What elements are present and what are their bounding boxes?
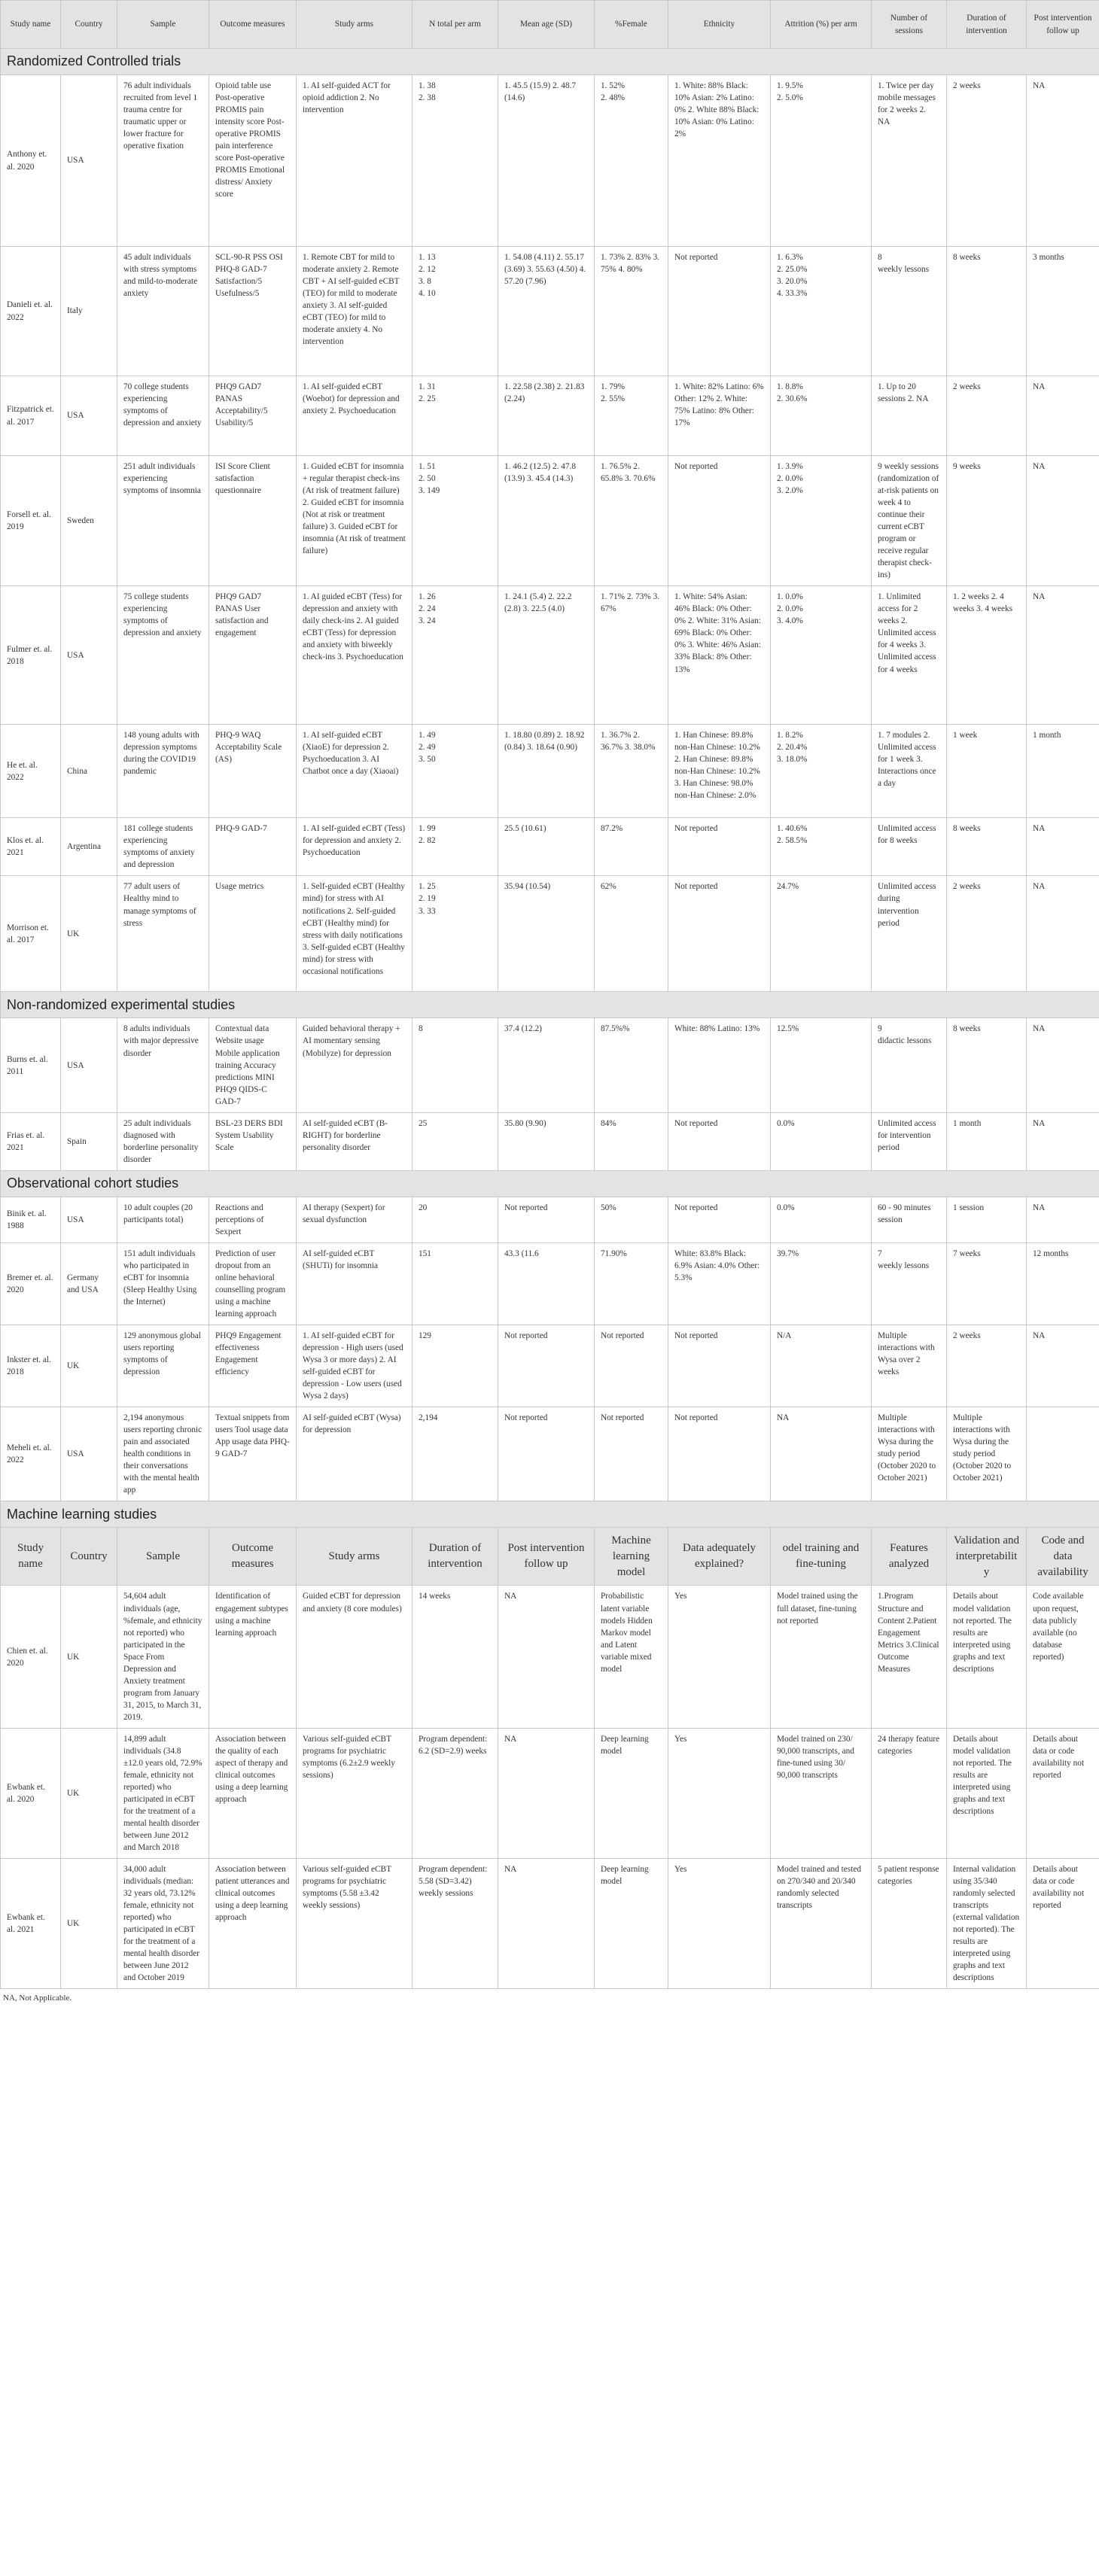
- cell-mean-age-sd: 1. 45.5 (15.9) 2. 48.7 (14.6): [498, 75, 595, 247]
- cell-number-of-sessions: 1. Unlimited access for 2 weeks 2. Unlimited access for 4 weeks 3. Unlimited access for 4 weeks: [872, 586, 947, 725]
- section-title: Machine learning studies: [1, 1501, 1099, 1528]
- cell-study-arms: 1. Guided eCBT for insomnia + regular therapist check-ins (At risk of treatment failure) 2. Guided eCBT for insomnia (Not at risk or treatment failure) 3. Guided eCBT for insomnia (At risk of treatment failure): [297, 456, 413, 586]
- cell-n-total-per-arm: 1. 51 2. 50 3. 149: [413, 456, 498, 586]
- cell-mean-age-sd: 43.3 (11.6: [498, 1242, 595, 1324]
- cell-ethnicity: Not reported: [668, 1197, 771, 1242]
- ml-cell-study-arms: Various self-guided eCBT programs for psychiatric symptoms (5.58 ±3.42 weekly sessions): [297, 1859, 413, 1989]
- cell-sample: 10 adult couples (20 participants total): [117, 1197, 209, 1242]
- cell-outcome-measures: PHQ9 GAD7 PANAS Acceptability/5 Usability/5: [209, 376, 297, 456]
- cell-mean-age-sd: Not reported: [498, 1325, 595, 1407]
- table-row: [1, 725, 1099, 818]
- ml-column-header-machine-learning-model: Machine learning model: [595, 1528, 668, 1586]
- table-body: [1, 49, 1099, 1989]
- cell-study-name: He et. al. 2022: [1, 725, 61, 818]
- cell-sample: 129 anonymous global users reporting symptoms of depression: [117, 1325, 209, 1407]
- table-row: [1, 376, 1099, 456]
- cell-post-intervention-follow-up: NA: [1027, 456, 1099, 586]
- cell-number-of-sessions: Unlimited access for intervention period: [872, 1112, 947, 1170]
- cell-country: Spain: [61, 1112, 117, 1170]
- column-header-study-arms: Study arms: [297, 1, 413, 49]
- table-row: [1, 75, 1099, 247]
- ml-cell-features-analyzed: 5 patient response categories: [872, 1859, 947, 1989]
- cell-duration-of-intervention: 2 weeks: [947, 75, 1027, 247]
- cell-n-total-per-arm: 151: [413, 1242, 498, 1324]
- ml-cell-country: UK: [61, 1586, 117, 1728]
- cell-study-name: Fitzpatrick et. al. 2017: [1, 376, 61, 456]
- table-row: [1, 1112, 1099, 1170]
- cell-female: Not reported: [595, 1407, 668, 1501]
- cell-ethnicity: Not reported: [668, 876, 771, 992]
- cell-sample: 45 adult individuals with stress symptoms and mild-to-moderate anxiety: [117, 247, 209, 376]
- table-row: [1, 1325, 1099, 1407]
- cell-study-arms: AI self-guided eCBT (Wysa) for depression: [297, 1407, 413, 1501]
- cell-study-arms: AI self-guided eCBT (B-RIGHT) for borderline personality disorder: [297, 1112, 413, 1170]
- cell-outcome-measures: Prediction of user dropout from an online behavioral counselling program using a machine learning approach: [209, 1242, 297, 1324]
- cell-n-total-per-arm: 1. 31 2. 25: [413, 376, 498, 456]
- cell-sample: 148 young adults with depression symptoms during the COVID19 pandemic: [117, 725, 209, 818]
- table-row: [1, 586, 1099, 725]
- cell-ethnicity: Not reported: [668, 1325, 771, 1407]
- cell-country: USA: [61, 376, 117, 456]
- cell-ethnicity: 1. White: 54% Asian: 46% Black: 0% Other: 0% 2. White: 31% Asian: 69% Black: 0% Other: 0% 3. White: 46% Asian: 33% Black: 8% Other: 13%: [668, 586, 771, 725]
- ml-cell-odel-training-and-fine-tuning: Model trained using the full dataset, fine-tuning not reported: [771, 1586, 872, 1728]
- cell-female: 1. 52% 2. 48%: [595, 75, 668, 247]
- cell-post-intervention-follow-up: 1 month: [1027, 725, 1099, 818]
- ml-cell-validation-and-interpretability: Internal validation using 35/340 randomly selected transcripts (external validation not reported). The results are interpreted using graphs and text descriptions: [947, 1859, 1027, 1989]
- table-row: [1, 247, 1099, 376]
- cell-study-name: Klos et. al. 2021: [1, 818, 61, 876]
- cell-n-total-per-arm: 1. 38 2. 38: [413, 75, 498, 247]
- cell-duration-of-intervention: 1 session: [947, 1197, 1027, 1242]
- ml-cell-code-and-data-availability: Details about data or code availability not reported: [1027, 1859, 1099, 1989]
- cell-ethnicity: 1. Han Chinese: 89.8% non-Han Chinese: 10.2% 2. Han Chinese: 89.8% non-Han Chinese: 10.2% 3. Han Chinese: 98.0% non-Han Chinese: 2.0%: [668, 725, 771, 818]
- cell-country: USA: [61, 1018, 117, 1112]
- section-header-row: [1, 1170, 1099, 1197]
- cell-ethnicity: Not reported: [668, 247, 771, 376]
- cell-attrition-per-arm: 1. 8.8% 2. 30.6%: [771, 376, 872, 456]
- cell-ethnicity: White: 88% Latino: 13%: [668, 1018, 771, 1112]
- cell-duration-of-intervention: 8 weeks: [947, 818, 1027, 876]
- cell-female: 1. 36.7% 2. 36.7% 3. 38.0%: [595, 725, 668, 818]
- cell-outcome-measures: SCL-90-R PSS OSI PHQ-8 GAD-7 Satisfaction/5 Usefulness/5: [209, 247, 297, 376]
- cell-post-intervention-follow-up: NA: [1027, 376, 1099, 456]
- cell-study-arms: Guided behavioral therapy + AI momentary sensing (Mobilyze) for depression: [297, 1018, 413, 1112]
- table-row: [1, 1018, 1099, 1112]
- cell-duration-of-intervention: 9 weeks: [947, 456, 1027, 586]
- ml-cell-validation-and-interpretability: Details about model validation not reported. The results are interpreted using graphs and text descriptions: [947, 1586, 1027, 1728]
- cell-n-total-per-arm: 1. 26 2. 24 3. 24: [413, 586, 498, 725]
- cell-post-intervention-follow-up: NA: [1027, 1018, 1099, 1112]
- cell-study-name: Forsell et. al. 2019: [1, 456, 61, 586]
- cell-post-intervention-follow-up: NA: [1027, 1112, 1099, 1170]
- cell-attrition-per-arm: 1. 40.6% 2. 58.5%: [771, 818, 872, 876]
- cell-female: Not reported: [595, 1325, 668, 1407]
- cell-country: USA: [61, 1197, 117, 1242]
- cell-n-total-per-arm: 1. 25 2. 19 3. 33: [413, 876, 498, 992]
- cell-sample: 76 adult individuals recruited from level 1 trauma centre for traumatic upper or lower fracture for operative fixation: [117, 75, 209, 247]
- cell-outcome-measures: PHQ9 Engagement effectiveness Engagement efficiency: [209, 1325, 297, 1407]
- ml-cell-features-analyzed: 1.Program Structure and Content 2.Patient Engagement Metrics 3.Clinical Outcome Measures: [872, 1586, 947, 1728]
- cell-sample: 70 college students experiencing symptoms of depression and anxiety: [117, 376, 209, 456]
- column-header-duration-of-intervention: Duration of intervention: [947, 1, 1027, 49]
- cell-sample: 181 college students experiencing symptoms of anxiety and depression: [117, 818, 209, 876]
- ml-cell-code-and-data-availability: Details about data or code availability not reported: [1027, 1728, 1099, 1858]
- cell-n-total-per-arm: 20: [413, 1197, 498, 1242]
- ml-header-row: [1, 1528, 1099, 1586]
- cell-study-arms: 1. AI guided eCBT (Tess) for depression and anxiety with daily check-ins 2. AI guided eCBT (Tess) for depression and anxiety with biweekly check-ins 3. Psychoeducation: [297, 586, 413, 725]
- table-row: [1, 1407, 1099, 1501]
- cell-study-name: Frias et. al. 2021: [1, 1112, 61, 1170]
- ml-column-header-duration-of-intervention: Duration of intervention: [413, 1528, 498, 1586]
- cell-attrition-per-arm: 12.5%: [771, 1018, 872, 1112]
- cell-study-name: Burns et. al. 2011: [1, 1018, 61, 1112]
- cell-number-of-sessions: 1. Up to 20 sessions 2. NA: [872, 376, 947, 456]
- table-row: [1, 818, 1099, 876]
- cell-mean-age-sd: 1. 24.1 (5.4) 2. 22.2 (2.8) 3. 22.5 (4.0): [498, 586, 595, 725]
- cell-post-intervention-follow-up: NA: [1027, 876, 1099, 992]
- cell-study-arms: 1. Self-guided eCBT (Healthy mind) for stress with AI notifications 2. Self-guided eCBT (Healthy mind) for stress with daily notifications 3. Self-guided eCBT (Healthy mind) for stress with occasional notifications: [297, 876, 413, 992]
- cell-mean-age-sd: 1. 18.80 (0.89) 2. 18.92 (0.84) 3. 18.64 (0.90): [498, 725, 595, 818]
- section-title: Non-randomized experimental studies: [1, 992, 1099, 1018]
- column-header-country: Country: [61, 1, 117, 49]
- cell-country: USA: [61, 586, 117, 725]
- cell-country: USA: [61, 1407, 117, 1501]
- cell-duration-of-intervention: 8 weeks: [947, 1018, 1027, 1112]
- cell-country: Argentina: [61, 818, 117, 876]
- cell-study-name: Meheli et. al. 2022: [1, 1407, 61, 1501]
- cell-mean-age-sd: 35.94 (10.54): [498, 876, 595, 992]
- cell-sample: 75 college students experiencing symptoms of depression and anxiety: [117, 586, 209, 725]
- cell-attrition-per-arm: 1. 6.3% 2. 25.0% 3. 20.0% 4. 33.3%: [771, 247, 872, 376]
- cell-female: 62%: [595, 876, 668, 992]
- ml-cell-study-name: Chien et. al. 2020: [1, 1586, 61, 1728]
- cell-duration-of-intervention: 2 weeks: [947, 1325, 1027, 1407]
- cell-number-of-sessions: Multiple interactions with Wysa over 2 weeks: [872, 1325, 947, 1407]
- cell-outcome-measures: PHQ-9 WAQ Acceptability Scale (AS): [209, 725, 297, 818]
- column-header-ethnicity: Ethnicity: [668, 1, 771, 49]
- ml-cell-sample: 54,604 adult individuals (age, %female, and ethnicity not reported) who participated in the Space From Depression and Anxiety treatment program from January 31, 2015, to March 31, 2019.: [117, 1586, 209, 1728]
- cell-sample: 8 adults individuals with major depressive disorder: [117, 1018, 209, 1112]
- cell-attrition-per-arm: 1. 3.9% 2. 0.0% 3. 2.0%: [771, 456, 872, 586]
- cell-number-of-sessions: 9 weekly sessions (randomization of at-risk patients on week 4 to continue their current eCBT program or receive regular therapist check-ins): [872, 456, 947, 586]
- cell-study-arms: 1. AI self-guided eCBT for depression - High users (used Wysa 3 or more days) 2. AI self-guided eCBT for depression - Low users (used Wysa 2 days): [297, 1325, 413, 1407]
- ml-cell-machine-learning-model: Deep learning model: [595, 1728, 668, 1858]
- cell-outcome-measures: Textual snippets from users Tool usage data App usage data PHQ-9 GAD-7: [209, 1407, 297, 1501]
- cell-duration-of-intervention: 8 weeks: [947, 247, 1027, 376]
- cell-study-name: Anthony et. al. 2020: [1, 75, 61, 247]
- cell-n-total-per-arm: 1. 99 2. 82: [413, 818, 498, 876]
- column-header-mean-age-sd: Mean age (SD): [498, 1, 595, 49]
- cell-study-arms: 1. Remote CBT for mild to moderate anxiety 2. Remote CBT + AI self-guided eCBT (TEO) for mild to moderate anxiety 3. AI self-guided eCBT (TEO) for mild to moderate anxiety 4. No intervention: [297, 247, 413, 376]
- cell-study-arms: 1. AI self-guided eCBT (Woebot) for depression and anxiety 2. Psychoeducation: [297, 376, 413, 456]
- cell-post-intervention-follow-up: NA: [1027, 818, 1099, 876]
- cell-duration-of-intervention: 2 weeks: [947, 376, 1027, 456]
- cell-study-name: Inkster et. al. 2018: [1, 1325, 61, 1407]
- table-row: [1, 456, 1099, 586]
- ml-cell-features-analyzed: 24 therapy feature categories: [872, 1728, 947, 1858]
- cell-female: 71.90%: [595, 1242, 668, 1324]
- cell-study-arms: 1. AI self-guided eCBT (XiaoE) for depression 2. Psychoeducation 3. AI Chatbot once a day (Xiaoai): [297, 725, 413, 818]
- cell-female: 1. 79% 2. 55%: [595, 376, 668, 456]
- cell-number-of-sessions: Unlimited access for 8 weeks: [872, 818, 947, 876]
- cell-attrition-per-arm: N/A: [771, 1325, 872, 1407]
- ml-cell-study-arms: Various self-guided eCBT programs for psychiatric symptoms (6.2±2.9 weekly sessions): [297, 1728, 413, 1858]
- ml-column-header-sample: Sample: [117, 1528, 209, 1586]
- ml-cell-data-adequately-explained: Yes: [668, 1586, 771, 1728]
- ml-cell-country: UK: [61, 1728, 117, 1858]
- ml-cell-validation-and-interpretability: Details about model validation not reported. The results are interpreted using graphs and text descriptions: [947, 1728, 1027, 1858]
- cell-country: Sweden: [61, 456, 117, 586]
- ml-column-header-country: Country: [61, 1528, 117, 1586]
- ml-cell-outcome-measures: Identification of engagement subtypes using a machine learning approach: [209, 1586, 297, 1728]
- cell-n-total-per-arm: 25: [413, 1112, 498, 1170]
- cell-n-total-per-arm: 129: [413, 1325, 498, 1407]
- cell-study-name: Bremer et. al. 2020: [1, 1242, 61, 1324]
- ml-column-header-odel-training-and-fine-tuning: odel training and fine-tuning: [771, 1528, 872, 1586]
- cell-post-intervention-follow-up: NA: [1027, 1197, 1099, 1242]
- cell-outcome-measures: PHQ9 GAD7 PANAS User satisfaction and engagement: [209, 586, 297, 725]
- ml-cell-sample: 34,000 adult individuals (median: 32 years old, 73.12% female, ethnicity not reported) who participated in eCBT for the treatment of a mental health disorder between June 2012 and October 2019: [117, 1859, 209, 1989]
- cell-female: 50%: [595, 1197, 668, 1242]
- section-title: Randomized Controlled trials: [1, 49, 1099, 75]
- cell-duration-of-intervention: 1 month: [947, 1112, 1027, 1170]
- cell-outcome-measures: Contextual data Website usage Mobile application training Accuracy predictions MINI PHQ9 QIDS-C GAD-7: [209, 1018, 297, 1112]
- cell-country: Germany and USA: [61, 1242, 117, 1324]
- cell-sample: 151 adult individuals who participated in eCBT for insomnia (Sleep Healthy Using the Internet): [117, 1242, 209, 1324]
- cell-ethnicity: 1. White: 88% Black: 10% Asian: 2% Latino: 0% 2. White 88% Black: 10% Asian: 0% Latino: 2%: [668, 75, 771, 247]
- ml-column-header-study-name: Study name: [1, 1528, 61, 1586]
- column-header-study-name: Study name: [1, 1, 61, 49]
- cell-study-arms: AI therapy (Sexpert) for sexual dysfunction: [297, 1197, 413, 1242]
- ml-cell-post-intervention-follow-up: NA: [498, 1859, 595, 1989]
- column-header-outcome-measures: Outcome measures: [209, 1, 297, 49]
- table-header: [1, 1, 1099, 49]
- cell-mean-age-sd: Not reported: [498, 1407, 595, 1501]
- ml-column-header-data-adequately-explained: Data adequately explained?: [668, 1528, 771, 1586]
- cell-country: Italy: [61, 247, 117, 376]
- cell-n-total-per-arm: 1. 13 2. 12 3. 8 4. 10: [413, 247, 498, 376]
- cell-post-intervention-follow-up: NA: [1027, 75, 1099, 247]
- cell-attrition-per-arm: 1. 0.0% 2. 0.0% 3. 4.0%: [771, 586, 872, 725]
- ml-cell-odel-training-and-fine-tuning: Model trained on 230/ 90,000 transcripts, and fine-tuned using 30/ 90,000 transcripts: [771, 1728, 872, 1858]
- cell-number-of-sessions: 9 didactic lessons: [872, 1018, 947, 1112]
- cell-mean-age-sd: 1. 54.08 (4.11) 2. 55.17 (3.69) 3. 55.63 (4.50) 4. 57.20 (7.96): [498, 247, 595, 376]
- table-row: [1, 1586, 1099, 1728]
- column-header-female: %Female: [595, 1, 668, 49]
- column-header-sample: Sample: [117, 1, 209, 49]
- table-row: [1, 1728, 1099, 1858]
- cell-study-arms: 1. AI self-guided ACT for opioid addiction 2. No intervention: [297, 75, 413, 247]
- cell-country: China: [61, 725, 117, 818]
- cell-sample: 2,194 anonymous users reporting chronic pain and associated health conditions in their conversations with the mental health app: [117, 1407, 209, 1501]
- ml-cell-study-name: Ewbank et. al. 2020: [1, 1728, 61, 1858]
- ml-cell-odel-training-and-fine-tuning: Model trained and tested on 270/340 and 20/340 randomly selected transcripts: [771, 1859, 872, 1989]
- cell-attrition-per-arm: 0.0%: [771, 1112, 872, 1170]
- cell-attrition-per-arm: 24.7%: [771, 876, 872, 992]
- cell-duration-of-intervention: 1 week: [947, 725, 1027, 818]
- table-footnote: NA, Not Applicable.: [3, 1994, 72, 2003]
- cell-mean-age-sd: 35.80 (9.90): [498, 1112, 595, 1170]
- cell-post-intervention-follow-up: 3 months: [1027, 247, 1099, 376]
- cell-post-intervention-follow-up: 12 months: [1027, 1242, 1099, 1324]
- cell-ethnicity: Not reported: [668, 1112, 771, 1170]
- ml-column-header-study-arms: Study arms: [297, 1528, 413, 1586]
- ml-column-header-code-and-data-availability: Code and data availability: [1027, 1528, 1099, 1586]
- cell-outcome-measures: BSL-23 DERS BDI System Usability Scale: [209, 1112, 297, 1170]
- cell-duration-of-intervention: 7 weeks: [947, 1242, 1027, 1324]
- cell-outcome-measures: PHQ-9 GAD-7: [209, 818, 297, 876]
- ml-cell-duration-of-intervention: Program dependent: 6.2 (SD=2.9) weeks: [413, 1728, 498, 1858]
- cell-country: UK: [61, 1325, 117, 1407]
- ml-cell-outcome-measures: Association between patient utterances and clinical outcomes using a deep learning approach: [209, 1859, 297, 1989]
- cell-number-of-sessions: 60 - 90 minutes session: [872, 1197, 947, 1242]
- table-row: [1, 876, 1099, 992]
- cell-female: 87.5%%: [595, 1018, 668, 1112]
- cell-attrition-per-arm: 0.0%: [771, 1197, 872, 1242]
- ml-cell-duration-of-intervention: 14 weeks: [413, 1586, 498, 1728]
- cell-ethnicity: Not reported: [668, 456, 771, 586]
- ml-cell-post-intervention-follow-up: NA: [498, 1586, 595, 1728]
- cell-study-name: Morrison et. al. 2017: [1, 876, 61, 992]
- ml-cell-data-adequately-explained: Yes: [668, 1728, 771, 1858]
- cell-mean-age-sd: 1. 46.2 (12.5) 2. 47.8 (13.9) 3. 45.4 (14.3): [498, 456, 595, 586]
- cell-sample: 25 adult individuals diagnosed with borderline personality disorder: [117, 1112, 209, 1170]
- section-header-row: [1, 1501, 1099, 1528]
- cell-number-of-sessions: 8 weekly lessons: [872, 247, 947, 376]
- cell-n-total-per-arm: 1. 49 2. 49 3. 50: [413, 725, 498, 818]
- ml-cell-country: UK: [61, 1859, 117, 1989]
- ml-column-header-post-intervention-follow-up: Post intervention follow up: [498, 1528, 595, 1586]
- cell-outcome-measures: Usage metrics: [209, 876, 297, 992]
- cell-study-arms: 1. AI self-guided eCBT (Tess) for depression and anxiety 2. Psychoeducation: [297, 818, 413, 876]
- cell-number-of-sessions: 1. 7 modules 2. Unlimited access for 1 week 3. Interactions once a day: [872, 725, 947, 818]
- table-row: [1, 1859, 1099, 1989]
- section-title: Observational cohort studies: [1, 1170, 1099, 1197]
- cell-post-intervention-follow-up: NA: [1027, 586, 1099, 725]
- cell-outcome-measures: ISI Score Client satisfaction questionnaire: [209, 456, 297, 586]
- section-header-row: [1, 49, 1099, 75]
- table-row: [1, 1242, 1099, 1324]
- cell-mean-age-sd: 25.5 (10.61): [498, 818, 595, 876]
- cell-mean-age-sd: 1. 22.58 (2.38) 2. 21.83 (2.24): [498, 376, 595, 456]
- cell-number-of-sessions: 7 weekly lessons: [872, 1242, 947, 1324]
- cell-number-of-sessions: Unlimited access during intervention period: [872, 876, 947, 992]
- ml-cell-study-arms: Guided eCBT for depression and anxiety (8 core modules): [297, 1586, 413, 1728]
- ml-column-header-features-analyzed: Features analyzed: [872, 1528, 947, 1586]
- cell-study-arms: AI self-guided eCBT (SHUTi) for insomnia: [297, 1242, 413, 1324]
- cell-post-intervention-follow-up: [1027, 1407, 1099, 1501]
- cell-ethnicity: White: 83.8% Black: 6.9% Asian: 4.0% Other: 5.3%: [668, 1242, 771, 1324]
- cell-female: 1. 76.5% 2. 65.8% 3. 70.6%: [595, 456, 668, 586]
- ml-cell-code-and-data-availability: Code available upon request, data publicly available (no database reported): [1027, 1586, 1099, 1728]
- ml-cell-outcome-measures: Association between the quality of each aspect of therapy and clinical outcomes using a deep learning approach: [209, 1728, 297, 1858]
- cell-attrition-per-arm: 1. 8.2% 2. 20.4% 3. 18.0%: [771, 725, 872, 818]
- cell-study-name: Binik et. al. 1988: [1, 1197, 61, 1242]
- cell-study-name: Fulmer et. al. 2018: [1, 586, 61, 725]
- ml-cell-post-intervention-follow-up: NA: [498, 1728, 595, 1858]
- cell-female: 1. 73% 2. 83% 3. 75% 4. 80%: [595, 247, 668, 376]
- ml-cell-study-name: Ewbank et. al. 2021: [1, 1859, 61, 1989]
- cell-sample: 251 adult individuals experiencing symptoms of insomnia: [117, 456, 209, 586]
- ml-column-header-outcome-measures: Outcome measures: [209, 1528, 297, 1586]
- column-header-attrition-per-arm: Attrition (%) per arm: [771, 1, 872, 49]
- column-header-number-of-sessions: Number of sessions: [872, 1, 947, 49]
- cell-female: 1. 71% 2. 73% 3. 67%: [595, 586, 668, 725]
- cell-n-total-per-arm: 2,194: [413, 1407, 498, 1501]
- ml-column-header-validation-and-interpretability: Validation and interpretability: [947, 1528, 1027, 1586]
- cell-country: USA: [61, 75, 117, 247]
- ml-cell-duration-of-intervention: Program dependent: 5.58 (SD=3.42) weekly sessions: [413, 1859, 498, 1989]
- cell-study-name: Danieli et. al. 2022: [1, 247, 61, 376]
- cell-female: 87.2%: [595, 818, 668, 876]
- cell-ethnicity: Not reported: [668, 818, 771, 876]
- cell-duration-of-intervention: Multiple interactions with Wysa during the study period (October 2020 to October 2021): [947, 1407, 1027, 1501]
- table-row: [1, 1197, 1099, 1242]
- cell-outcome-measures: Opioid table use Post-operative PROMIS pain intensity score Post-operative PROMIS pain interference score Post-operative PROMIS Emotional distress/ Anxiety score: [209, 75, 297, 247]
- cell-ethnicity: Not reported: [668, 1407, 771, 1501]
- cell-post-intervention-follow-up: NA: [1027, 1325, 1099, 1407]
- column-header-n-total-per-arm: N total per arm: [413, 1, 498, 49]
- cell-ethnicity: 1. White: 82% Latino: 6% Other: 12% 2. White: 75% Latino: 8% Other: 17%: [668, 376, 771, 456]
- cell-duration-of-intervention: 2 weeks: [947, 876, 1027, 992]
- cell-attrition-per-arm: NA: [771, 1407, 872, 1501]
- cell-outcome-measures: Reactions and perceptions of Sexpert: [209, 1197, 297, 1242]
- ml-cell-sample: 14,899 adult individuals (34.8 ±12.0 years old, 72.9% female, ethnicity not reported) who participated in eCBT for the treatment of a mental health disorder between June 2012 and March 2018: [117, 1728, 209, 1858]
- cell-n-total-per-arm: 8: [413, 1018, 498, 1112]
- cell-duration-of-intervention: 1. 2 weeks 2. 4 weeks 3. 4 weeks: [947, 586, 1027, 725]
- cell-number-of-sessions: 1. Twice per day mobile messages for 2 weeks 2. NA: [872, 75, 947, 247]
- cell-attrition-per-arm: 1. 9.5% 2. 5.0%: [771, 75, 872, 247]
- cell-female: 84%: [595, 1112, 668, 1170]
- section-header-row: [1, 992, 1099, 1018]
- cell-number-of-sessions: Multiple interactions with Wysa during the study period (October 2020 to October 2021): [872, 1407, 947, 1501]
- cell-attrition-per-arm: 39.7%: [771, 1242, 872, 1324]
- cell-mean-age-sd: 37.4 (12.2): [498, 1018, 595, 1112]
- ml-cell-machine-learning-model: Probabilistic latent variable models Hidden Markov model and Latent variable mixed model: [595, 1586, 668, 1728]
- cell-sample: 77 adult users of Healthy mind to manage symptoms of stress: [117, 876, 209, 992]
- ml-cell-machine-learning-model: Deep learning model: [595, 1859, 668, 1989]
- column-header-post-intervention-follow-up: Post intervention follow up: [1027, 1, 1099, 49]
- cell-mean-age-sd: Not reported: [498, 1197, 595, 1242]
- cell-country: UK: [61, 876, 117, 992]
- ml-cell-data-adequately-explained: Yes: [668, 1859, 771, 1989]
